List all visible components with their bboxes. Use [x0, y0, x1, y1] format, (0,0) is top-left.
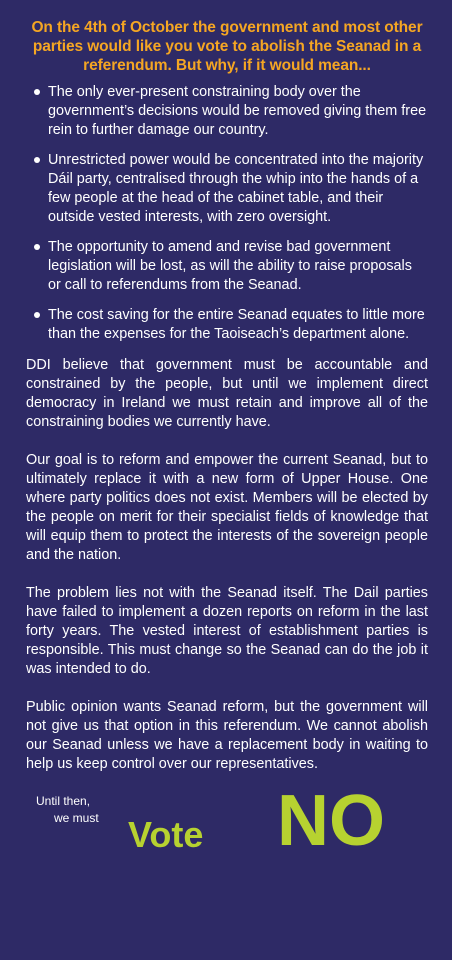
bullet-text: The cost saving for the entire Seanad equates to little more than the expenses for the Taoiseach’s department alone.: [48, 307, 425, 342]
bullet-text: The only ever-present constraining body over the government’s decisions would be removed giving them free rein to further damage our country.: [48, 84, 427, 138]
bullet-item: [34, 306, 428, 344]
paragraph-problem: The problem lies not with the Seanad itself. The Dail parties have failed to implement a dozen reports on reform in the last forty years. The vested interest of establishment parties is responsible. This must change so the Seanad can do the job it was intended to do.: [26, 585, 428, 677]
bullet-item: [34, 151, 428, 227]
vote-text: Vote: [128, 814, 204, 855]
bullet-text: Unrestricted power would be concentrated into the majority Dáil party, centralised through the whip into the hands of a few people at the head of the cabinet table, and their outside vested interests, with zero oversight.: [48, 152, 424, 225]
no-text: NO: [277, 781, 385, 861]
closing-call-to-action: [26, 781, 428, 883]
bullet-text: The opportunity to amend and revise bad government legislation will be lost, as will the ability to raise proposals or call to referendums from the Seanad.: [48, 239, 412, 293]
paragraph-goal: Our goal is to reform and empower the current Seanad, but to ultimately replace it with a new form of Upper House. One where party politics does not exist. Members will be elected by the people on merit for their specialist fields of knowledge that will equip them to protect the interests of the sovereign people and the nation.: [26, 452, 428, 563]
bullet-dot-icon: [34, 312, 40, 318]
paragraph-public-opinion: Public opinion wants Seanad reform, but the government will not give us that option in this referendum. We cannot abolish our Seanad unless we have a replacement body in waiting to help us keep control over our representatives.: [26, 699, 428, 772]
paragraph-accountability: DDI believe that government must be accountable and constrained by the people, but until we implement direct democracy in Ireland we must retain and improve all of the constraining bodies we currently have.: [26, 357, 428, 430]
bullet-dot-icon: [34, 244, 40, 250]
bullet-item: [34, 238, 428, 295]
bullet-dot-icon: [34, 157, 40, 163]
bullet-item: [34, 83, 428, 140]
bullet-list: [26, 83, 428, 344]
headline: On the 4th of October the government and most other parties would like you vote to abolish the Seanad in a referendum. But why, if it would mean...: [31, 19, 423, 74]
until-then-text: Until then,: [36, 794, 91, 808]
we-must-text: we must: [54, 811, 99, 825]
bullet-dot-icon: [34, 89, 40, 95]
